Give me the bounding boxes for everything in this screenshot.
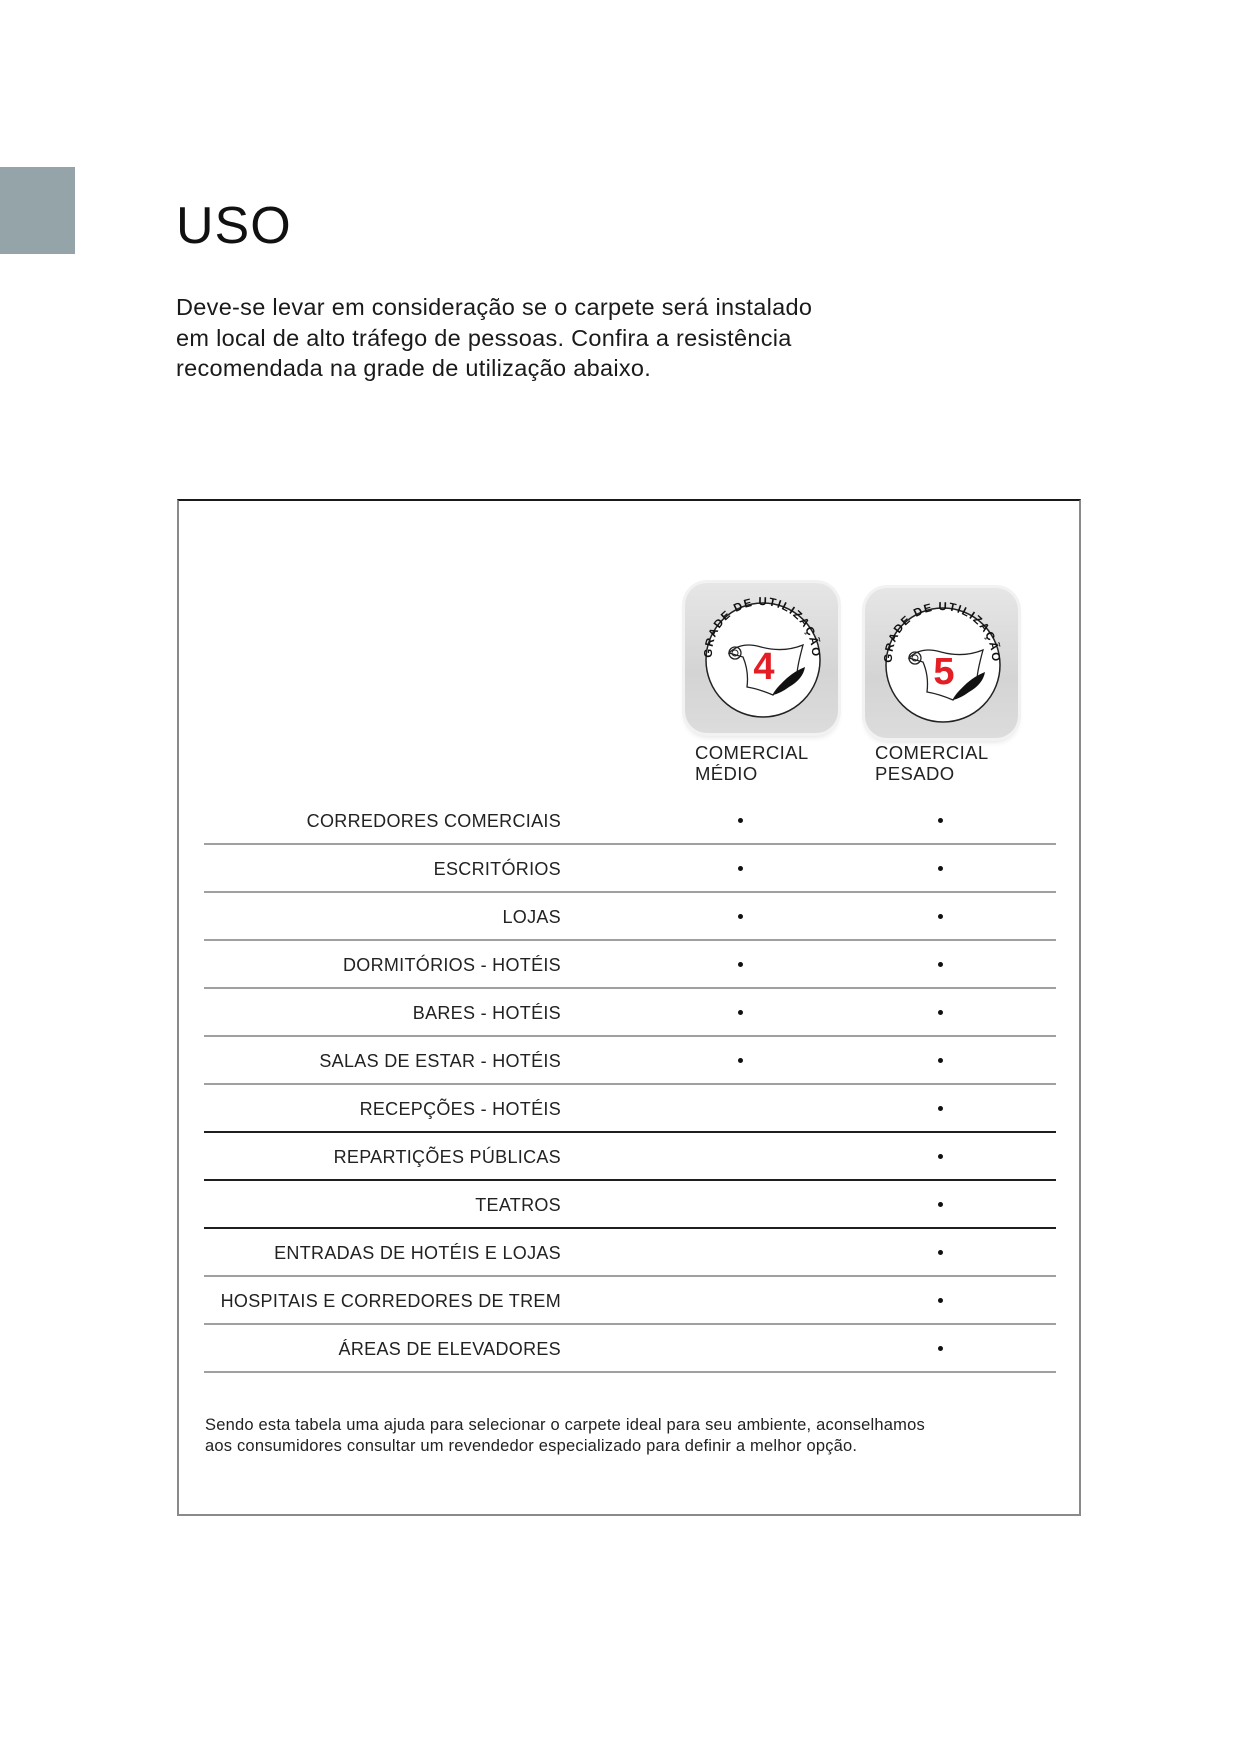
table-row [204, 845, 1056, 893]
intro-line: recomendada na grade de utilização abaixo. [176, 355, 652, 381]
intro-line: em local de alto tráfego de pessoas. Confira a resistência [176, 324, 792, 351]
bullet-mark-comercial-pesado [938, 1202, 943, 1207]
bullet-mark-comercial-pesado [938, 1298, 943, 1303]
row-label: CORREDORES COMERCIAIS [306, 811, 561, 831]
column-header-comercial-medio [695, 742, 809, 784]
row-label: DORMITÓRIOS - HOTÉIS [342, 955, 561, 975]
intro-paragraph [176, 292, 936, 384]
table-row [204, 1277, 1056, 1325]
svg-text:5: 5 [933, 651, 955, 693]
column-header-comercial-pesado [875, 742, 989, 784]
row-label: HOSPITAIS E CORREDORES DE TREM [220, 1291, 561, 1311]
row-label: ENTRADAS DE HOTÉIS E LOJAS [274, 1243, 561, 1263]
bullet-mark-comercial-pesado [938, 1106, 943, 1111]
bullet-mark-comercial-pesado [938, 818, 943, 823]
table-row [204, 1325, 1056, 1373]
row-label: REPARTIÇÕES PÚBLICAS [333, 1147, 561, 1167]
table-row [204, 1181, 1056, 1229]
table-row [204, 1037, 1056, 1085]
row-label: BARES - HOTÉIS [412, 1003, 561, 1023]
intro-line: Deve-se levar em consideração se o carpete será instalado [176, 294, 813, 320]
row-label: RECEPÇÕES - HOTÉIS [359, 1099, 561, 1119]
section-color-tab [0, 167, 75, 254]
bullet-mark-comercial-pesado [938, 1010, 943, 1015]
column-header-line: PESADO [875, 763, 955, 784]
bullet-mark-comercial-pesado [938, 1154, 943, 1159]
bullet-mark-comercial-pesado [938, 866, 943, 871]
svg-text:4: 4 [753, 646, 775, 688]
column-header-line: MÉDIO [695, 763, 758, 784]
bullet-mark-comercial-medio [738, 962, 743, 967]
page-title: USO [176, 197, 292, 255]
bullet-mark-comercial-pesado [938, 1058, 943, 1063]
bullet-mark-comercial-pesado [938, 962, 943, 967]
svg-text:GRADE DE UTILIZAÇÃO: GRADE DE UTILIZAÇÃO [882, 600, 1002, 663]
row-label: ESCRITÓRIOS [433, 859, 561, 879]
bullet-mark-comercial-pesado [938, 914, 943, 919]
column-header-line: COMERCIAL [875, 742, 989, 763]
bullet-mark-comercial-pesado [938, 1250, 943, 1255]
bullet-mark-comercial-pesado [938, 1346, 943, 1351]
usage-grade-5-badge-icon [865, 588, 1018, 738]
bullet-mark-comercial-medio [738, 914, 743, 919]
footnote-line: Sendo esta tabela uma ajuda para selecionar o carpete ideal para seu ambiente, aconselhamos [205, 1416, 925, 1434]
table-row [204, 1085, 1056, 1133]
table-row [204, 941, 1056, 989]
bullet-mark-comercial-medio [738, 866, 743, 871]
row-label: SALAS DE ESTAR - HOTÉIS [319, 1051, 561, 1071]
table-row [204, 797, 1056, 845]
row-divider [204, 1371, 1056, 1373]
row-label: ÁREAS DE ELEVADORES [338, 1339, 561, 1359]
footnote-line: aos consumidores consultar um revendedor especializado para definir a melhor opção. [205, 1437, 858, 1455]
usage-grade-4-badge-icon [685, 583, 838, 733]
bullet-mark-comercial-medio [738, 1058, 743, 1063]
row-label: TEATROS [475, 1195, 561, 1215]
row-label: LOJAS [502, 907, 561, 927]
table-row [204, 893, 1056, 941]
svg-text:GRADE DE UTILIZAÇÃO: GRADE DE UTILIZAÇÃO [702, 595, 822, 658]
bullet-mark-comercial-medio [738, 818, 743, 823]
column-header-line: COMERCIAL [695, 742, 809, 763]
bullet-mark-comercial-medio [738, 1010, 743, 1015]
table-row [204, 1133, 1056, 1181]
table-row [204, 989, 1056, 1037]
footnote [205, 1415, 1045, 1457]
table-row [204, 1229, 1056, 1277]
